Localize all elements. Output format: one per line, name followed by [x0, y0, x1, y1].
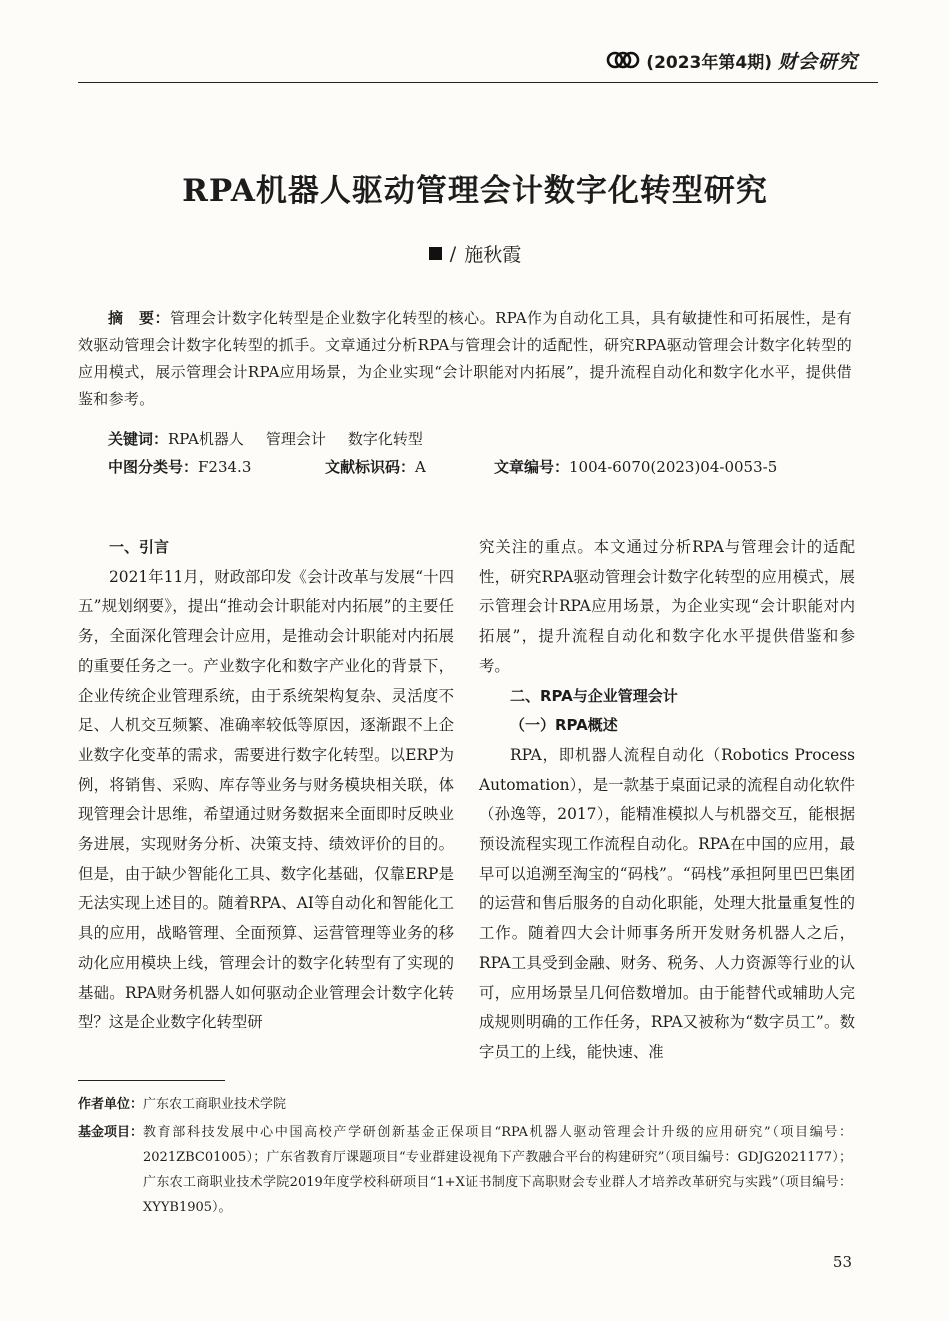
fund-project [78, 1120, 852, 1220]
journal-name: 财会研究 [777, 50, 858, 73]
journal-header [606, 44, 858, 76]
fund-text: 教育部科技发展中心中国高校产学研创新基金正保项目“RPA机器人驱动管理会计升级的应用研究”（项目编号：2021ZBC01005）；广东省教育厅课题项目“专业群建设视角下产教融合平台的构建研究”（项目编号：GDJG2021177）；广东农工商职业技术学院2019年度学校科研项目“1+X证书制度下高职财会专业群人才培养改革研究与实践”（项目编号：XYYB1905）。 [143, 1125, 852, 1215]
document-code: 文献标识码：A [325, 458, 426, 476]
author-unit [78, 1092, 852, 1117]
body-paragraph: RPA，即机器人流程自动化（Robotics Process Automation），是一款基于桌面记录的流程自动化软件（孙逸等，2017），能精准模拟人与机器交互，能根据预设流程实现工作流程自动化。RPA在中国的应用，最早可以追溯至淘宝的“码栈”。“码栈”承担阿里巴巴集团的运营和售后服务的自动化职能，处理大批量重复性的工作。随着四大会计师事务所开发财务机器人之后，RPA工具受到金融、财务、税务、人力资源等行业的认可，应用场景呈几何倍数增加。由于能替代或辅助人完成规则明确的工作任务，RPA又被称为“数字员工”。数字员工的上线，能快速、准 [479, 745, 855, 1061]
keyword: 数字化转型 [347, 430, 423, 448]
author-unit-label: 作者单位： [78, 1097, 144, 1112]
header-rule [78, 82, 878, 83]
left-column [78, 533, 454, 1038]
body-paragraph-continued: 究关注的重点。本文通过分析RPA与管理会计的适配性，研究RPA驱动管理会计数字化转型的应用模式，展示管理会计RPA应用场景，为企业实现“会计职能对内拓展”，提升流程自动化和数字化水平提供借鉴和参考。 [479, 538, 855, 675]
keyword: RPA机器人 [168, 430, 244, 448]
keywords [108, 428, 445, 449]
author-line [0, 240, 950, 267]
footnote-rule [78, 1080, 225, 1081]
keywords-label: 关键词： [108, 430, 169, 448]
author-square-icon [429, 247, 442, 260]
author-name: 施秋霞 [464, 244, 522, 266]
article-number: 文章编号：1004-6070(2023)04-0053-5 [494, 458, 778, 476]
keyword: 管理会计 [265, 430, 326, 448]
clc-code: 中图分类号：F234.3 [108, 458, 252, 476]
abstract-text: 管理会计数字化转型是企业数字化转型的核心。RPA作为自动化工具，具有敏捷性和可拓展性，是有效驱动管理会计数字化转型的抓手。文章通过分析RPA与管理会计的适配性，研究RPA驱动管理会计数字化转型的应用模式，展示管理会计RPA应用场景，为企业实现“会计职能对内拓展”，提升流程自动化和数字化水平，提供借鉴和参考。 [78, 309, 852, 408]
section-heading-introduction: 一、引言 [109, 538, 170, 556]
right-column [479, 533, 855, 1068]
fund-label: 基金项目： [78, 1125, 144, 1140]
subsection-heading-rpa-overview: （一）RPA概述 [510, 716, 618, 735]
article-title: RPA机器人驱动管理会计数字化转型研究 [182, 173, 768, 209]
body-paragraph: 2021年11月，财政部印发《会计改革与发展“十四五”规划纲要》，提出“推动会计职能对内拓展”的主要任务，全面深化管理会计应用，是推动会计职能对内拓展的重要任务之一。产业数字化和数字产业化的背景下，企业传统企业管理系统，由于系统架构复杂、灵活度不足、人机交互频繁、准确率较低等原因，逐渐跟不上企业数字化变革的需求，需要进行数字化转型。以ERP为例，将销售、采购、库存等业务与财务模块相关联，体现管理会计思维，希望通过财务数据来全面即时反映业务进展，实现财务分析、决策支持、绩效评价的目的。但是，由于缺少智能化工具、数字化基础，仅靠ERP是无法实现上述目的。随着RPA、AI等自动化和智能化工具的应用，战略管理、全面预算、运营管理等业务的移动化应用模块上线，管理会计的数字化转型有了实现的基础。RPA财务机器人如何驱动企业管理会计数字化转型？这是企业数字化转型研 [78, 567, 454, 1032]
author-unit-value: 广东农工商职业技术学院 [143, 1097, 287, 1112]
abstract-label: 摘 要： [108, 309, 170, 327]
section-heading-rpa: 二、RPA与企业管理会计 [510, 686, 678, 705]
author-separator: / [449, 242, 457, 265]
abstract [78, 305, 852, 413]
issue-label: (2023年第4期) [646, 52, 772, 73]
page-number: 53 [832, 1253, 852, 1271]
journal-logo-icon [606, 51, 640, 69]
